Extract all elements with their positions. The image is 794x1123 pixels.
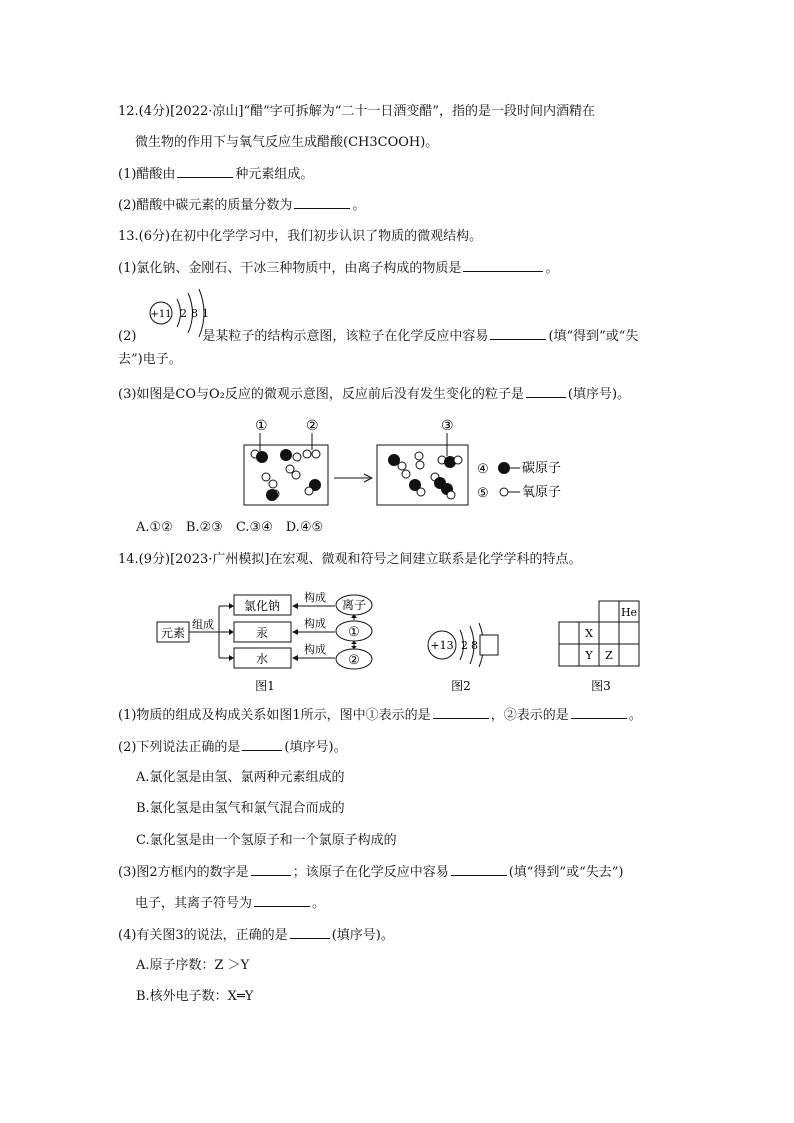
- q13-part2-cont: 去”)电子。: [118, 352, 182, 367]
- svg-text:汞: 汞: [255, 626, 269, 640]
- q13-part3: (3)如图是CO与O₂反应的微观示意图，反应前后没有发生变化的粒子是 (填序号)。: [118, 387, 631, 402]
- svg-text:碳原子: 碳原子: [522, 461, 562, 476]
- svg-text:图2: 图2: [451, 679, 471, 693]
- svg-text:②: ②: [306, 418, 319, 434]
- svg-text:2: 2: [180, 307, 187, 320]
- q14-part4-option-a: A.原子序数：Z ＞Y: [136, 958, 250, 973]
- svg-text:离子: 离子: [341, 598, 367, 612]
- answer-blank[interactable]: [463, 259, 543, 272]
- q14-part2: (2)下列说法正确的是 (填序号)。: [118, 740, 347, 755]
- q14-stem: 14.(9分)[2023·广州模拟]在宏观、微观和符号之间建立联系是化学学科的特点。: [118, 552, 582, 567]
- answer-blank[interactable]: [526, 385, 566, 398]
- figure-1-composition-diagram: [155, 590, 385, 696]
- co-o2-reaction-diagram: [236, 412, 596, 512]
- answer-blank[interactable]: [451, 863, 507, 876]
- svg-text:构成: 构成: [304, 591, 326, 604]
- q13-options: A.①② B.②③ C.③④ D.④⑤: [136, 520, 324, 535]
- answer-blank[interactable]: [254, 894, 310, 907]
- answer-blank[interactable]: [433, 706, 489, 719]
- svg-text:氯化钠: 氯化钠: [243, 599, 281, 613]
- svg-text:③: ③: [441, 418, 454, 434]
- q12-stem-line2: 微生物的作用下与氧气反应生成醋酸(CH3COOH)。: [135, 135, 439, 150]
- unknown-number-box: [480, 635, 498, 655]
- svg-text:④: ④: [477, 462, 489, 477]
- q12-part1: (1)醋酸由 种元素组成。: [118, 167, 314, 182]
- answer-blank[interactable]: [290, 926, 330, 939]
- figure-2-atom-diagram: [420, 620, 510, 696]
- q14-part3: (3)图2方框内的数字是 ；该原子在化学反应中容易 (填“得到”或“失去”): [118, 865, 624, 880]
- q13-part1: (1)氯化钠、金刚石、干冰三种物质中，由离子构成的物质是 。: [118, 261, 559, 276]
- q14-part4: (4)有关图3的说法，正确的是 (填序号)。: [118, 928, 394, 943]
- answer-blank[interactable]: [242, 738, 282, 751]
- svg-text:构成: 构成: [304, 617, 326, 630]
- svg-text:构成: 构成: [304, 643, 326, 656]
- svg-text:Y: Y: [585, 649, 593, 662]
- svg-text:+13: +13: [430, 639, 454, 652]
- svg-text:图3: 图3: [591, 679, 611, 693]
- answer-blank[interactable]: [571, 706, 627, 719]
- q14-part1: (1)物质的组成及构成关系如图1所示，图中①表示的是 ，②表示的是 。: [118, 708, 642, 723]
- svg-text:8: 8: [471, 639, 478, 652]
- svg-text:图1: 图1: [255, 679, 275, 693]
- svg-text:2: 2: [461, 639, 468, 652]
- q14-part4-option-b: B.核外电子数：X═Y: [136, 989, 254, 1004]
- answer-blank[interactable]: [294, 196, 350, 209]
- svg-text:X: X: [585, 627, 593, 640]
- svg-text:+11: +11: [150, 309, 172, 320]
- q12-part1-text: (1)醋酸由: [118, 167, 176, 182]
- q14-part2-option-a: A.氯化氢是由氢、氯两种元素组成的: [136, 770, 345, 785]
- svg-text:氧原子: 氧原子: [522, 485, 562, 500]
- svg-text:水: 水: [255, 652, 269, 666]
- q14-part2-option-b: B.氯化氢是由氢气和氯气混合而成的: [136, 801, 345, 816]
- q13-stem: 13.(6分)在初中化学学习中，我们初步认识了物质的微观结构。: [118, 229, 483, 244]
- figure-3-periodic-table-fragment: [557, 597, 647, 697]
- svg-text:元素: 元素: [160, 626, 186, 640]
- svg-text:⑤: ⑤: [477, 486, 489, 501]
- q12-stem-line1: 12.(4分)[2022·凉山]“醋”字可拆解为“二十一日酒变醋”，指的是一段时间内酒精在: [118, 104, 596, 119]
- svg-text:He: He: [620, 606, 638, 619]
- answer-blank[interactable]: [177, 165, 233, 178]
- answer-blank[interactable]: [251, 863, 291, 876]
- svg-text:8: 8: [191, 307, 198, 320]
- svg-text:①: ①: [255, 418, 268, 434]
- q12-part2: (2)醋酸中碳元素的质量分数为 。: [118, 198, 366, 213]
- q12-part2-text: (2)醋酸中碳元素的质量分数为: [118, 198, 293, 213]
- svg-text:组成: 组成: [192, 618, 214, 631]
- svg-text:①: ①: [348, 625, 360, 640]
- q13-part2: (2) 是某粒子的结构示意图，该粒子在化学反应中容易 (填“得到”或“失: [118, 329, 639, 344]
- q14-part3-cont: 电子，其离子符号为 。: [135, 896, 326, 911]
- svg-text:Z: Z: [605, 649, 613, 662]
- q14-part2-option-c: C.氯化氢是由一个氢原子和一个氯原子构成的: [136, 833, 397, 848]
- svg-text:②: ②: [348, 653, 360, 668]
- svg-text:1: 1: [202, 307, 209, 320]
- answer-blank[interactable]: [490, 327, 546, 340]
